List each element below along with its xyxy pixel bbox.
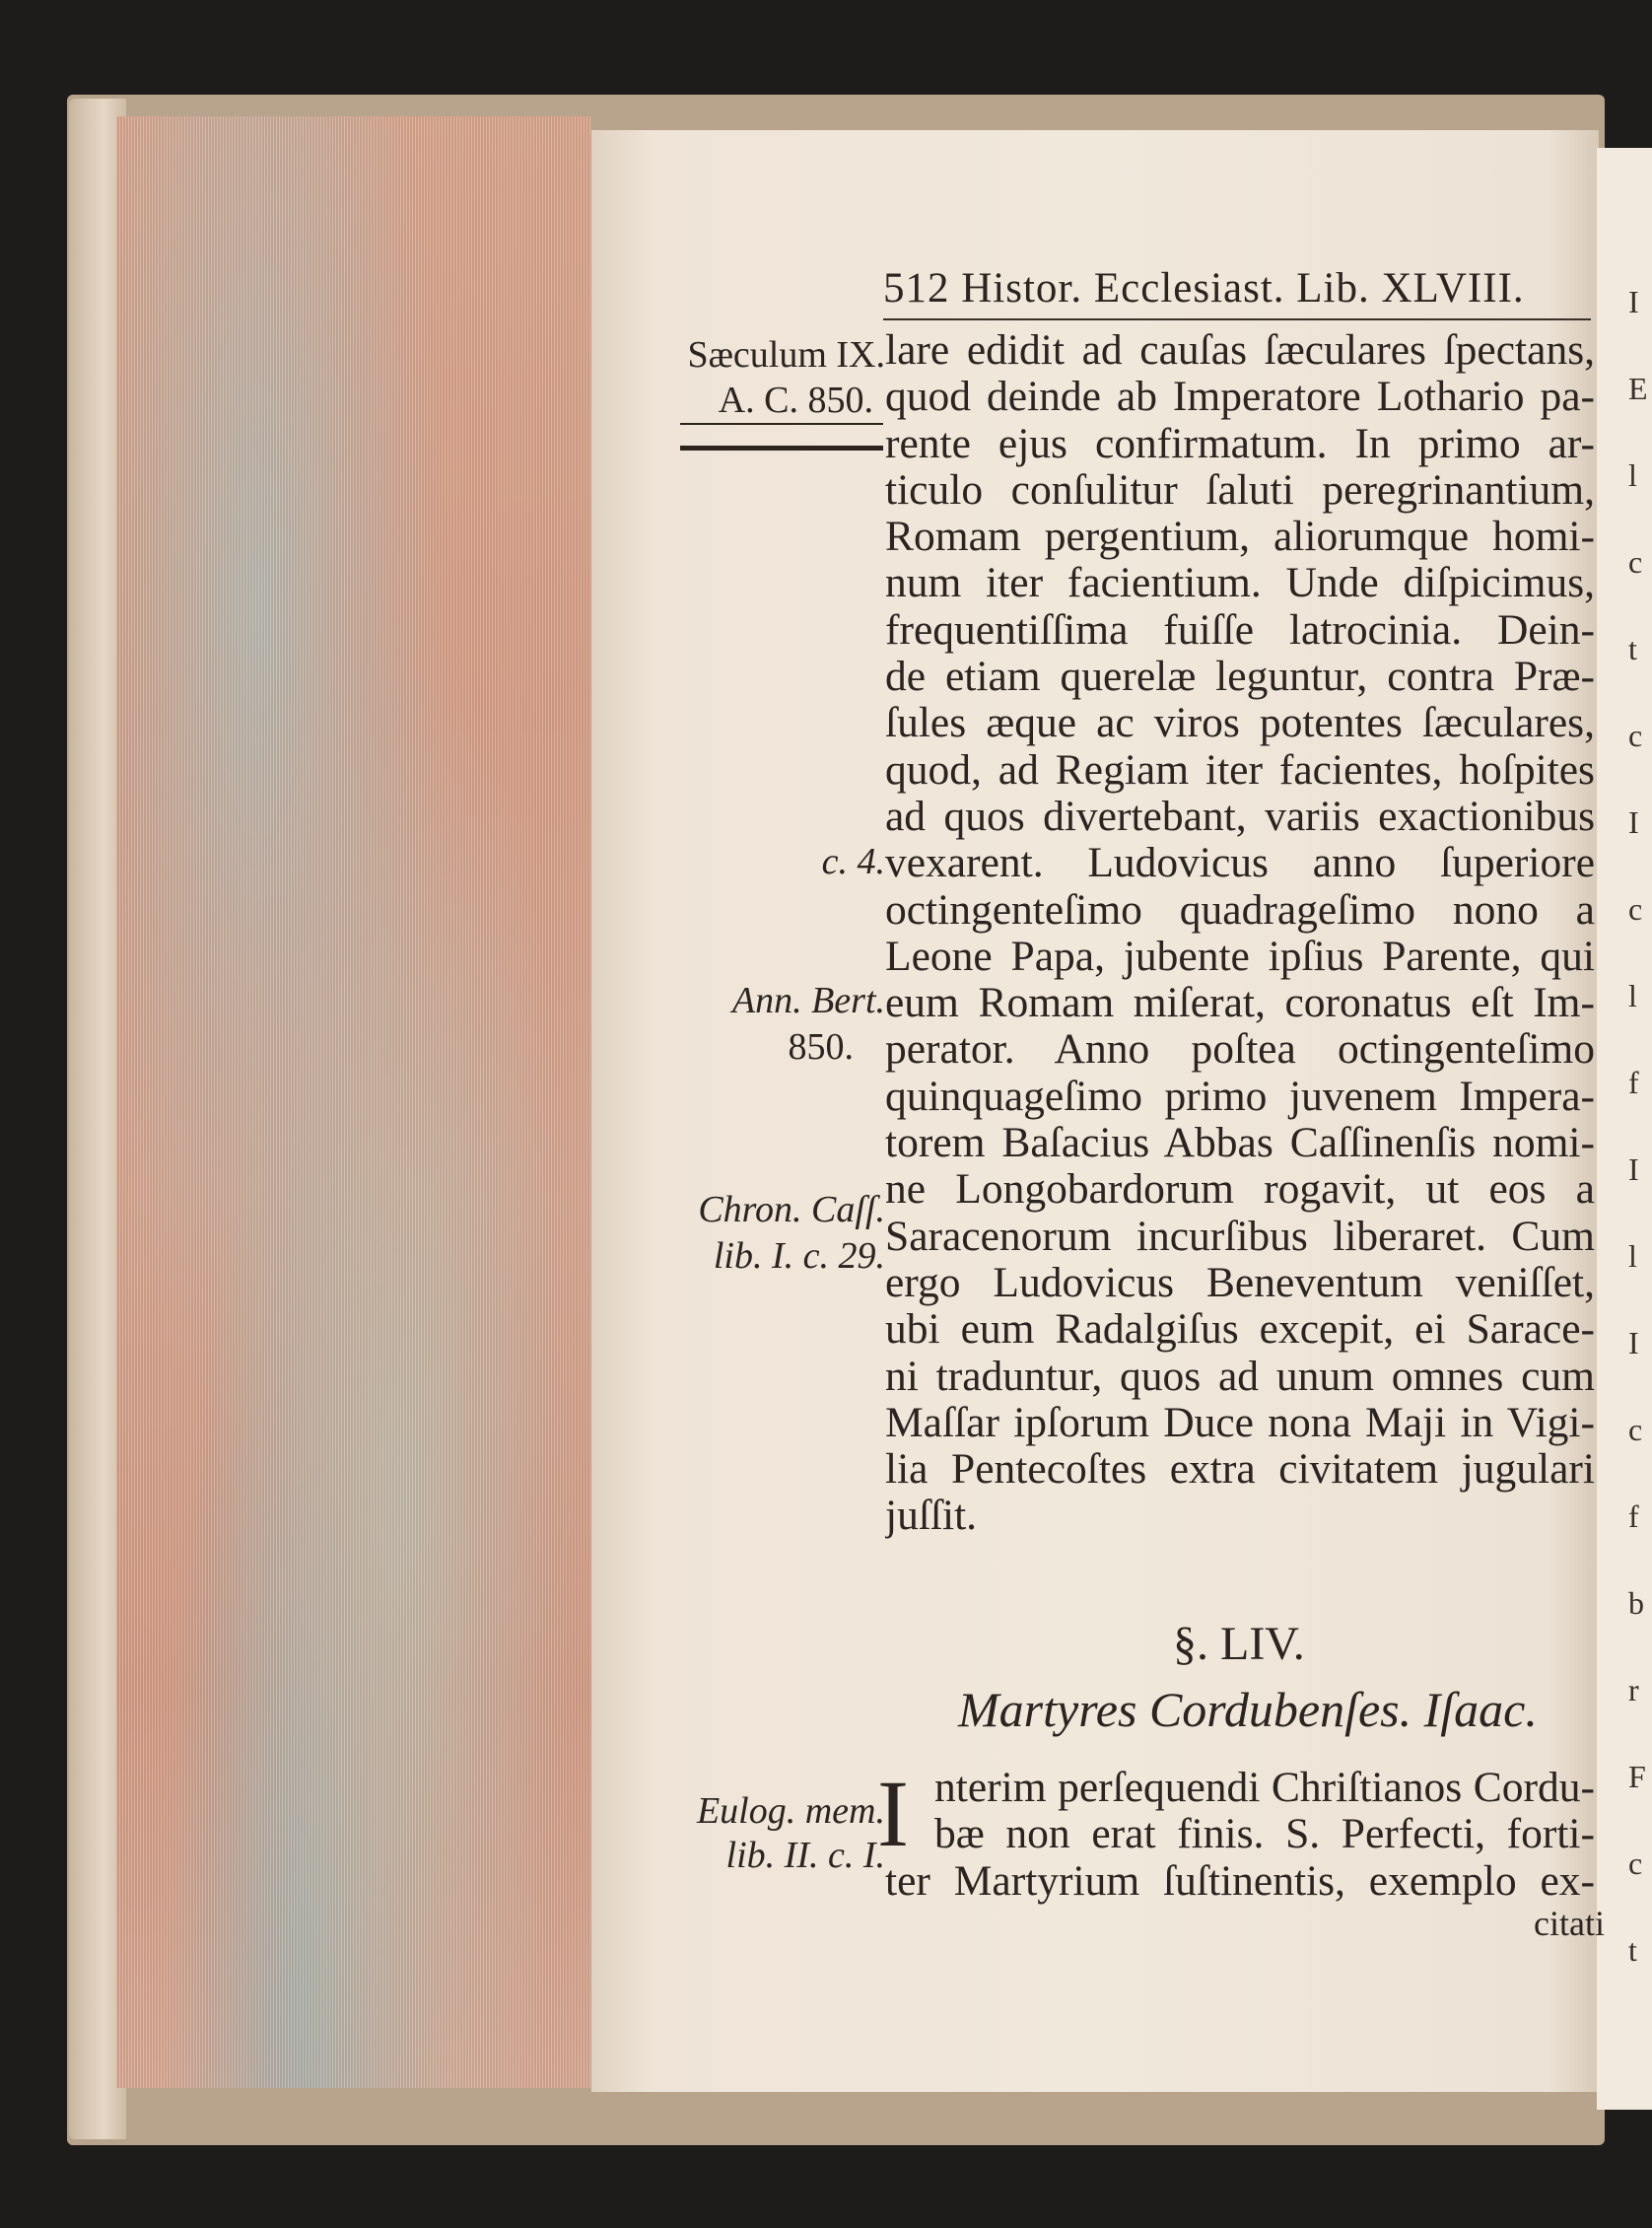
- running-head: 512 Histor. Ecclesiast. Lib. XLVIII.: [883, 265, 1525, 312]
- body-line: lia Pentecoſtes extra civitatem jugulari: [885, 1446, 1595, 1494]
- facing-page-letter: c: [1628, 718, 1643, 753]
- facing-page-letter: r: [1628, 1672, 1639, 1707]
- facing-page-letter: I: [1628, 804, 1639, 840]
- body-line: ubi eum Radalgiſus excepit, ei Sarace-: [885, 1306, 1595, 1354]
- body-text: [885, 327, 1595, 1540]
- margin-cap: c. 4.: [821, 841, 885, 882]
- body-line: ad quos divertebant, variis exactionibus: [885, 793, 1595, 840]
- section-number: §. LIV.: [1173, 1618, 1305, 1670]
- body-line: nterim perſequendi Chriſtianos Cordu-: [934, 1765, 1595, 1811]
- body-line: bæ non erat finis. S. Perfecti, forti-: [934, 1811, 1595, 1858]
- body-line: octingenteſimo quadrageſimo nono a: [885, 886, 1595, 934]
- facing-page-letter: c: [1628, 891, 1643, 927]
- facing-page-letter: b: [1628, 1585, 1644, 1621]
- facing-page-letter: I: [1628, 284, 1639, 319]
- facing-page-letter: I: [1628, 1325, 1639, 1360]
- body-line: Saracenorum incurſibus liberaret. Cum: [885, 1213, 1595, 1260]
- body-line: frequentiſſima fuiſſe latrocinia. Dein-: [885, 606, 1595, 654]
- margin-saeculum: Sæculum IX.: [687, 334, 885, 376]
- body-line: ter Martyrium ſuſtinentis, exemplo ex-: [885, 1857, 1595, 1905]
- facing-page-letter: F: [1628, 1759, 1646, 1794]
- facing-page-letter: c: [1628, 544, 1643, 580]
- body-line: quod, ad Regiam iter facientes, hoſpites: [885, 746, 1595, 794]
- facing-page-edge: [1597, 148, 1652, 2110]
- body-line: ergo Ludovicus Beneventum veniſſet,: [885, 1259, 1595, 1306]
- section-text: [885, 1765, 1595, 1905]
- body-line: vexarent. Ludovicus anno ſuperiore: [885, 840, 1595, 887]
- section-title: Martyres Cordubenſes. Iſaac.: [958, 1682, 1538, 1737]
- body-line: perator. Anno poſtea octingenteſimo: [885, 1026, 1595, 1074]
- body-line: juſſit.: [885, 1493, 978, 1540]
- margin-eulog-ref: lib. II. c. I.: [725, 1835, 885, 1876]
- facing-page-letter: t: [1628, 1932, 1637, 1968]
- drop-cap: I: [877, 1761, 909, 1866]
- facing-page-letter: l: [1628, 978, 1637, 1013]
- margin-rule-thick: [680, 446, 883, 451]
- body-line: Maſſar ipſorum Duce nona Maji in Vigi-: [885, 1399, 1595, 1446]
- body-line: quod deinde ab Imperatore Lothario pa-: [885, 374, 1595, 421]
- margin-ann-year: 850.: [788, 1026, 854, 1068]
- margin-rule-thin: [680, 423, 883, 425]
- header-rule: [883, 318, 1591, 320]
- margin-chron: Chron. Caſſ.: [698, 1189, 885, 1230]
- facing-page-letter: c: [1628, 1412, 1643, 1447]
- body-line: ne Longobardorum rogavit, ut eos a: [885, 1166, 1595, 1214]
- body-line: torem Baſacius Abbas Caſſinenſis nomi-: [885, 1120, 1595, 1167]
- body-line: ticulo conſulitur ſaluti peregrinantium,: [885, 466, 1595, 514]
- margin-ann-bert: Ann. Bert.: [731, 980, 885, 1021]
- body-line: eum Romam miſerat, coronatus eſt Im-: [885, 980, 1595, 1027]
- facing-page-letter: E: [1628, 371, 1648, 406]
- body-line: num iter facientium. Unde diſpicimus,: [885, 560, 1595, 607]
- facing-page-letter: l: [1628, 1238, 1637, 1274]
- body-line: rente ejus confirmatum. In primo ar-: [885, 420, 1595, 467]
- body-line: ſules æque ac viros potentes ſæculares,: [885, 700, 1595, 747]
- margin-chron-ref: lib. I. c. 29.: [713, 1235, 885, 1277]
- facing-page-letter: c: [1628, 1845, 1643, 1881]
- facing-page-letter: f: [1628, 1498, 1639, 1534]
- body-line: ni traduntur, quos ad unum omnes cum: [885, 1353, 1595, 1400]
- facing-page-letter: I: [1628, 1151, 1639, 1187]
- catchword: citati: [1534, 1904, 1605, 1943]
- body-line: quinquageſimo primo juvenem Impera-: [885, 1073, 1595, 1120]
- page-block-edges: [116, 116, 591, 2088]
- margin-eulog: Eulog. mem.: [696, 1790, 885, 1832]
- body-line: lare edidit ad cauſas ſæculares ſpectans,: [885, 327, 1595, 374]
- facing-page-letter: f: [1628, 1065, 1639, 1100]
- facing-page-letter: t: [1628, 631, 1637, 666]
- margin-year: A. C. 850.: [718, 380, 873, 421]
- body-line: Romam pergentium, aliorumque homi-: [885, 514, 1595, 561]
- body-line: Leone Papa, jubente ipſius Parente, qui: [885, 933, 1595, 980]
- facing-page-letter: l: [1628, 457, 1637, 493]
- body-line: de etiam querelæ leguntur, contra Præ-: [885, 654, 1595, 701]
